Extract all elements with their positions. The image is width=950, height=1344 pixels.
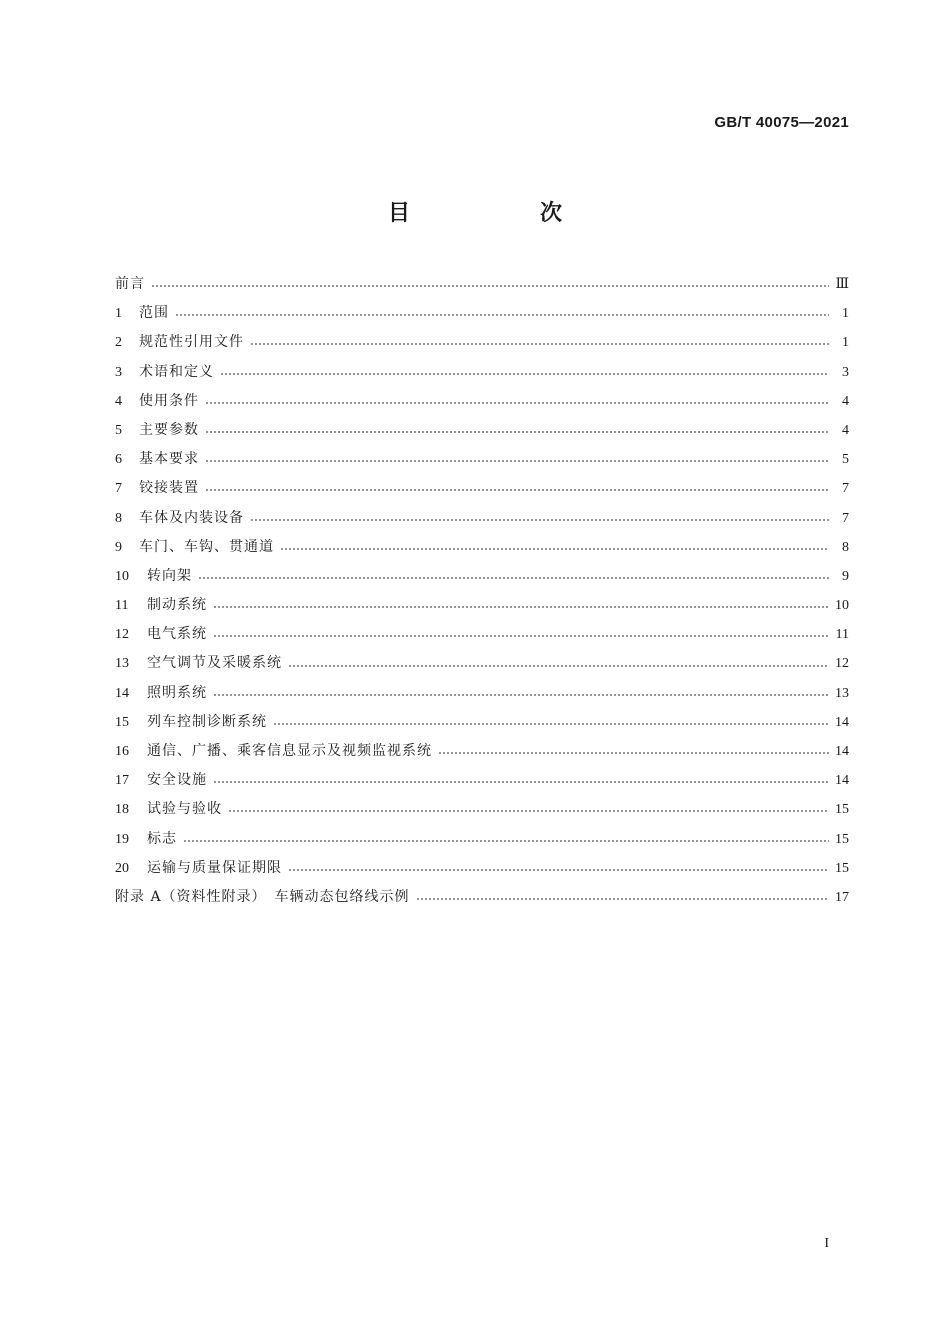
toc-entry-title: 试验与验收 [147, 801, 222, 818]
toc-entry-title: 列车控制诊断系统 [147, 713, 267, 730]
toc-entry-title: 制动系统 [147, 597, 207, 614]
toc-entry-title: 照明系统 [147, 684, 207, 701]
toc-entry-title: 范围 [139, 305, 169, 322]
toc-entry-page: 1 [842, 306, 849, 322]
toc-dot-leader [438, 752, 829, 755]
toc-entry-number: 18 [115, 802, 129, 818]
toc-entry-page: 15 [835, 802, 849, 818]
toc-entry-page: 4 [842, 422, 849, 438]
toc-entry[interactable] [115, 504, 849, 533]
toc-entry[interactable] [115, 679, 849, 708]
toc-entry[interactable] [115, 358, 849, 387]
toc-entry-page: 3 [842, 364, 849, 380]
toc-dot-leader [288, 868, 829, 871]
toc-entry-number: 15 [115, 714, 129, 730]
toc-entry[interactable] [115, 445, 849, 474]
toc-entry-title: 车门、车钩、贯通道 [139, 538, 274, 555]
toc-entry[interactable] [115, 299, 849, 328]
toc-entry-page: 15 [835, 860, 849, 876]
toc-entry-page: 14 [835, 714, 849, 730]
toc-entry-number: 5 [115, 422, 122, 438]
toc-entry[interactable] [115, 474, 849, 503]
toc-entry-title: 电气系统 [147, 626, 207, 643]
toc-entry-number: 7 [115, 481, 122, 497]
toc-entry-title: 转向架 [147, 567, 192, 584]
toc-entry-title: 前言 [115, 276, 145, 292]
toc-dot-leader [205, 401, 829, 404]
toc-entry-page: 14 [835, 773, 849, 789]
toc-dot-leader [273, 722, 829, 725]
toc-entry-title: 附录 A（资料性附录） 车辆动态包络线示例 [115, 888, 410, 905]
toc-entry-title: 空气调节及采暖系统 [147, 655, 282, 672]
toc-entry-page: 7 [842, 481, 849, 497]
toc-entry-page: 9 [842, 568, 849, 584]
toc-entry[interactable] [115, 562, 849, 591]
toc-entry-page: 14 [835, 744, 849, 759]
toc-entry-page: 11 [835, 627, 849, 643]
toc-entry[interactable] [115, 737, 849, 766]
toc-entry-title: 术语和定义 [139, 363, 214, 380]
toc-entry[interactable] [115, 825, 849, 854]
toc-entry-number: 8 [115, 510, 122, 526]
toc-entry[interactable] [115, 795, 849, 824]
toc-dot-leader [151, 285, 829, 288]
toc-dot-leader [213, 635, 829, 638]
toc-dot-leader [250, 518, 829, 521]
toc-entry[interactable] [115, 270, 849, 299]
toc-entry-title: 基本要求 [139, 451, 199, 468]
toc-entry-title: 通信、广播、乘客信息显示及视频监视系统 [147, 743, 432, 759]
toc-entry-number: 1 [115, 306, 122, 322]
toc-dot-leader [416, 898, 829, 901]
toc-entry-number: 16 [115, 744, 129, 759]
toc-dot-leader [213, 606, 829, 609]
toc-entry-page: 10 [835, 598, 849, 614]
toc-entry-number: 17 [115, 773, 129, 789]
toc-entry[interactable] [115, 533, 849, 562]
toc-entry[interactable] [115, 708, 849, 737]
toc-dot-leader [213, 693, 829, 696]
standard-number: GB/T 40075—2021 [714, 114, 849, 131]
page-title: 目 次 [387, 201, 616, 226]
toc-dot-leader [205, 489, 829, 492]
toc-entry-page: 12 [835, 656, 849, 672]
toc-dot-leader [220, 372, 829, 375]
toc-entry-title: 车体及内装设备 [139, 509, 244, 526]
toc-entry[interactable] [115, 591, 849, 620]
toc-entry-title: 规范性引用文件 [139, 334, 244, 351]
toc-entry[interactable] [115, 620, 849, 649]
toc-entry[interactable] [115, 387, 849, 416]
toc-entry-number: 19 [115, 831, 129, 847]
toc-entry-number: 14 [115, 685, 129, 701]
toc-entry-page: 15 [835, 831, 849, 847]
toc-entry[interactable] [115, 649, 849, 678]
toc-dot-leader [183, 839, 829, 842]
toc-entry-page: 5 [842, 452, 849, 468]
toc-entry-number: 9 [115, 539, 122, 555]
toc-entry-number: 10 [115, 568, 129, 584]
toc-entry-page: 8 [842, 539, 849, 555]
toc-dot-leader [250, 343, 829, 346]
toc-entry-number: 2 [115, 335, 122, 351]
toc-dot-leader [288, 664, 829, 667]
table-of-contents [115, 270, 849, 912]
toc-entry-page: 13 [835, 685, 849, 701]
toc-entry-title: 铰接装置 [139, 480, 199, 497]
toc-entry-page: 7 [842, 510, 849, 526]
toc-dot-leader [280, 547, 829, 550]
toc-entry-title: 主要参数 [139, 421, 199, 438]
toc-entry-number: 20 [115, 860, 129, 876]
toc-entry-number: 12 [115, 627, 129, 643]
toc-entry-page: 4 [842, 393, 849, 409]
toc-entry-number: 3 [115, 364, 122, 380]
toc-entry[interactable] [115, 766, 849, 795]
toc-dot-leader [213, 781, 829, 784]
toc-entry-number: 11 [115, 598, 129, 614]
toc-entry[interactable] [115, 416, 849, 445]
toc-entry-title: 使用条件 [139, 392, 199, 409]
toc-entry-page: 1 [842, 335, 849, 351]
page-number: I [824, 1236, 829, 1251]
toc-dot-leader [175, 314, 829, 317]
toc-entry-title: 标志 [147, 830, 177, 847]
toc-entry-page: Ⅲ [835, 277, 849, 292]
toc-dot-leader [205, 460, 829, 463]
toc-entry[interactable] [115, 883, 849, 912]
toc-entry-number: 4 [115, 393, 122, 409]
toc-entry-page: 17 [835, 889, 849, 905]
toc-dot-leader [198, 576, 829, 579]
toc-entry-number: 6 [115, 452, 122, 468]
toc-entry[interactable] [115, 854, 849, 883]
toc-entry-number: 13 [115, 656, 129, 672]
toc-entry-title: 安全设施 [147, 772, 207, 789]
toc-entry-title: 运输与质量保证期限 [147, 859, 282, 876]
toc-dot-leader [228, 810, 829, 813]
toc-entry[interactable] [115, 328, 849, 357]
toc-dot-leader [205, 431, 829, 434]
